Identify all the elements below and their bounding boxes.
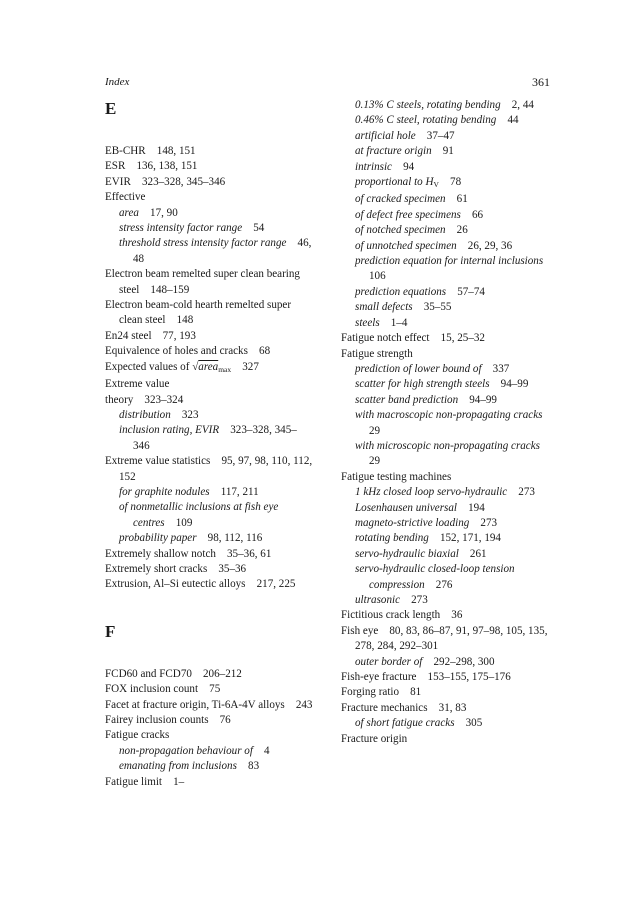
entry-term: 0.46% C steel, rotating bending (355, 114, 497, 127)
index-subentry (341, 593, 555, 608)
entry-term: emanating from inclusions (119, 760, 237, 773)
index-subentry (105, 236, 313, 267)
entry-pages: 152, 171, 194 (428, 532, 501, 545)
entry-pages: 29 (369, 439, 552, 468)
entry-pages: 194 (457, 501, 485, 514)
entry-term: of unnotched specimen (355, 239, 457, 252)
index-entry (105, 267, 313, 298)
index-subentry (341, 160, 555, 175)
index-entry (105, 713, 313, 728)
page-number: 361 (532, 75, 550, 89)
index-subentry: proportional to $H_V$ 78 (355, 176, 462, 190)
entry-pages: Fatigue notch effect 15, 25–32 (341, 332, 485, 345)
index-list-right (341, 98, 555, 747)
index-list-f (105, 667, 313, 790)
index-entry (105, 775, 313, 790)
index-subentry (341, 300, 555, 315)
index-subentry (105, 744, 313, 759)
entry-pages: 26 (445, 224, 468, 237)
index-entry (105, 377, 313, 392)
entry-pages: EVIR 323–328, 345–346 (105, 175, 226, 188)
index-entry (105, 159, 313, 174)
entry-term: of short fatigue cracks (355, 717, 455, 730)
entry-pages: Extremely shallow notch 35–36, 61 (105, 547, 272, 560)
entry-term: non-propagation behaviour of (119, 744, 253, 757)
entry-term: Losenhausen universal (355, 501, 457, 514)
entry-term: distribution (119, 408, 171, 421)
entry-pages: Electron beam remelted super clean bearing steel 148–159 (105, 268, 300, 296)
index-subentry (105, 485, 313, 500)
entry-pages: Equivalence of holes and cracks 68 (105, 345, 271, 358)
index-entry (341, 670, 555, 685)
entry-pages: 337 (481, 362, 510, 375)
index-entry (341, 685, 555, 700)
index-entry (105, 360, 313, 377)
entry-term: ultrasonic (355, 594, 400, 606)
index-entry (105, 329, 313, 344)
entry-term: prediction equation for internal inclusions (355, 255, 544, 268)
entry-term: area (119, 206, 139, 219)
entry-pages: 98, 112, 116 (196, 532, 263, 545)
index-entry (105, 175, 313, 190)
entry-pages: 26, 29, 36 (456, 239, 513, 252)
index-subentry (341, 531, 555, 546)
index-subentry (105, 423, 313, 454)
entry-pages: 35–55 (412, 301, 452, 314)
entry-pages: 61 (445, 193, 468, 206)
entry-pages: 83 (236, 760, 260, 773)
entry-term: proportional to H (355, 176, 434, 189)
running-head: Index (105, 76, 130, 88)
entry-term: with macroscopic non-propagating cracks (355, 409, 543, 422)
index-subentry (341, 562, 555, 593)
entry-term: of defect free specimens (355, 208, 461, 221)
index-subentry (341, 547, 555, 562)
index-subentry (341, 208, 555, 223)
entry-pages: 323 (170, 408, 199, 421)
entry-pages: 273 (507, 486, 535, 499)
entry-pages: Fictitious crack length 36 (341, 609, 463, 622)
index-subentry (105, 221, 313, 236)
index-entry (105, 344, 313, 359)
entry-term: with microscopic non-propagating cracks (355, 439, 540, 452)
index-entry (105, 393, 313, 408)
entry-term: threshold stress intensity factor range (119, 237, 287, 250)
entry-pages: Facet at fracture origin, Ti-6A-4V alloys 243 (105, 698, 313, 711)
entry-term: artificial hole (355, 129, 416, 142)
entry-pages: En24 steel 77, 193 (105, 329, 196, 342)
entry-pages: 1–4 (379, 316, 408, 329)
entry-pages: Fairey inclusion counts 76 (105, 714, 231, 726)
entry-pages: 94 (391, 160, 415, 173)
index-entry (105, 547, 313, 562)
entry-pages: 305 (454, 717, 483, 730)
entry-term: scatter band prediction (355, 393, 459, 406)
entry-pages: 78 (438, 176, 462, 189)
index-subentry (341, 393, 555, 408)
entry-pages: Fatigue strength (341, 347, 413, 360)
index-entry (105, 454, 313, 485)
entry-pages: 323–328, 345–346 (133, 424, 297, 452)
entry-pages: 273 (400, 594, 428, 606)
index-subentry (341, 716, 555, 731)
entry-term: 0.13% C steels, rotating bending (355, 99, 501, 111)
entry-pages: EB-CHR 148, 151 (105, 145, 196, 157)
entry-pages: 54 (242, 222, 265, 235)
index-subentry (341, 144, 555, 159)
index-subentry (341, 129, 555, 144)
index-subentry (341, 98, 555, 113)
entry-term: outer border of (355, 655, 423, 668)
entry-pages: 37–47 (415, 129, 455, 142)
index-subentry (341, 223, 555, 238)
entry-pages: Extremely short cracks 35–36 (105, 562, 247, 575)
entry-term: probability paper (119, 532, 197, 545)
index-subentry (105, 759, 313, 774)
entry-term: inclusion rating, EVIR (119, 424, 220, 437)
index-list-e (105, 144, 313, 593)
index-entry (105, 562, 313, 577)
entry-pages: 94–99 (458, 393, 497, 406)
entry-pages: 327 (231, 360, 259, 373)
index-subentry (341, 485, 555, 500)
index-subentry (341, 377, 555, 392)
entry-term: of cracked specimen (355, 193, 446, 206)
entry-term: magneto-strictive loading (355, 516, 470, 529)
entry-pages: FOX inclusion count 75 (105, 683, 221, 696)
index-column-left (105, 98, 313, 790)
entry-pages: 46, 48 (133, 237, 312, 265)
index-entry (105, 667, 313, 682)
entry-term: at fracture origin (355, 145, 432, 158)
entry-pages: 17, 90 (138, 206, 178, 219)
index-subentry (341, 316, 555, 331)
entry-pages: 261 (458, 547, 487, 560)
index-subentry (341, 362, 555, 377)
index-subentry (341, 501, 555, 516)
entry-pages: 273 (469, 516, 498, 529)
section-letter-e: E (105, 99, 117, 118)
index-subentry (341, 439, 555, 470)
index-entry (341, 732, 555, 747)
entry-pages: Extreme value statistics 95, 97, 98, 110, 112, 152 (105, 455, 313, 483)
index-entry (341, 331, 555, 346)
entry-pages: Fish-eye fracture 153–155, 175–176 (341, 671, 511, 684)
entry-term: prediction of lower bound of (355, 362, 482, 375)
entry-pages: theory 323–324 (105, 393, 184, 406)
entry-term: servo-hydraulic biaxial (355, 547, 459, 560)
entry-pages: 66 (460, 208, 484, 221)
entry-pages: 29 (369, 409, 554, 437)
sqrt-area-symbol: √area$_{max}$ (192, 360, 232, 374)
index-entry (341, 347, 555, 362)
index-entry (341, 701, 555, 716)
entry-pages: Electron beam-cold hearth remelted super clean steel 148 (105, 299, 292, 327)
index-subentry (341, 113, 555, 128)
index-subentry (341, 408, 555, 439)
entry-pages: 57–74 (446, 285, 485, 298)
entry-pages: Forging ratio 81 (341, 686, 422, 699)
section-letter-f: F (105, 621, 116, 641)
entry-pages: Fatigue testing machines (341, 470, 452, 483)
index-subentry (341, 516, 555, 531)
index-entry (105, 728, 313, 743)
entry-pages: 106 (369, 255, 555, 283)
index-entry (341, 608, 555, 623)
index-subentry (105, 531, 313, 546)
index-subentry (341, 239, 555, 254)
entry-pages: 2, 44 (500, 99, 534, 111)
entry-term: 1 kHz closed loop servo-hydraulic (355, 486, 508, 499)
entry-pages: 109 (164, 516, 193, 529)
entry-pages: 276 (424, 578, 453, 591)
index-entry (105, 698, 313, 713)
index-entry (341, 470, 555, 485)
entry-pages: Fracture mechanics 31, 83 (341, 701, 467, 714)
entry-pages: 292–298, 300 (422, 655, 495, 668)
entry-pages: FCD60 and FCD70 206–212 (105, 667, 242, 680)
index-subentry (341, 254, 555, 285)
entry-term: rotating bending (355, 532, 429, 545)
entry-pages: 4 (252, 744, 270, 757)
entry-pages: Extreme value (105, 378, 170, 391)
entry-pages: Fatigue limit 1– (105, 775, 185, 788)
entry-term: scatter for high strength steels (355, 378, 490, 391)
index-column-right (341, 98, 555, 747)
index-subentry (105, 500, 313, 531)
entry-term: small defects (355, 301, 413, 314)
entry-pages: Fish eye 80, 83, 86–87, 91, 97–98, 105, 135, 278, 284, 292–301 (341, 624, 548, 653)
entry-term: for graphite nodules (119, 485, 210, 498)
index-entry (105, 144, 313, 159)
entry-term: of notched specimen (355, 224, 446, 237)
entry-pages: 91 (431, 145, 454, 158)
index-entry (105, 190, 313, 205)
index-subentry (105, 408, 313, 423)
index-entry (105, 298, 313, 329)
entry-pages: 117, 211 (209, 485, 259, 498)
index-entry (105, 682, 313, 697)
index-entry (105, 577, 313, 592)
entry-pages: Extrusion, Al–Si eutectic alloys 217, 225 (105, 578, 296, 591)
entry-text: Expected values of (105, 360, 193, 373)
index-subentry (341, 655, 555, 670)
entry-term: intrinsic (355, 160, 392, 173)
entry-term: of nonmetallic inclusions at fish eye centres (119, 501, 279, 529)
entry-pages: 44 (496, 114, 519, 127)
entry-pages: Fatigue cracks (105, 729, 170, 742)
entry-term: servo-hydraulic closed-loop tension compression (355, 563, 515, 591)
entry-term: stress intensity factor range (119, 222, 243, 235)
entry-term: steels (355, 316, 380, 329)
entry-pages: 94–99 (489, 378, 529, 391)
index-subentry (341, 285, 555, 300)
entry-term: prediction equations (355, 285, 447, 298)
index-subentry (341, 192, 555, 207)
index-subentry (105, 206, 313, 221)
entry-pages: Fracture origin (341, 732, 408, 745)
entry-pages: ESR 136, 138, 151 (105, 160, 198, 173)
entry-pages: Effective (105, 191, 146, 204)
index-entry (341, 624, 555, 655)
